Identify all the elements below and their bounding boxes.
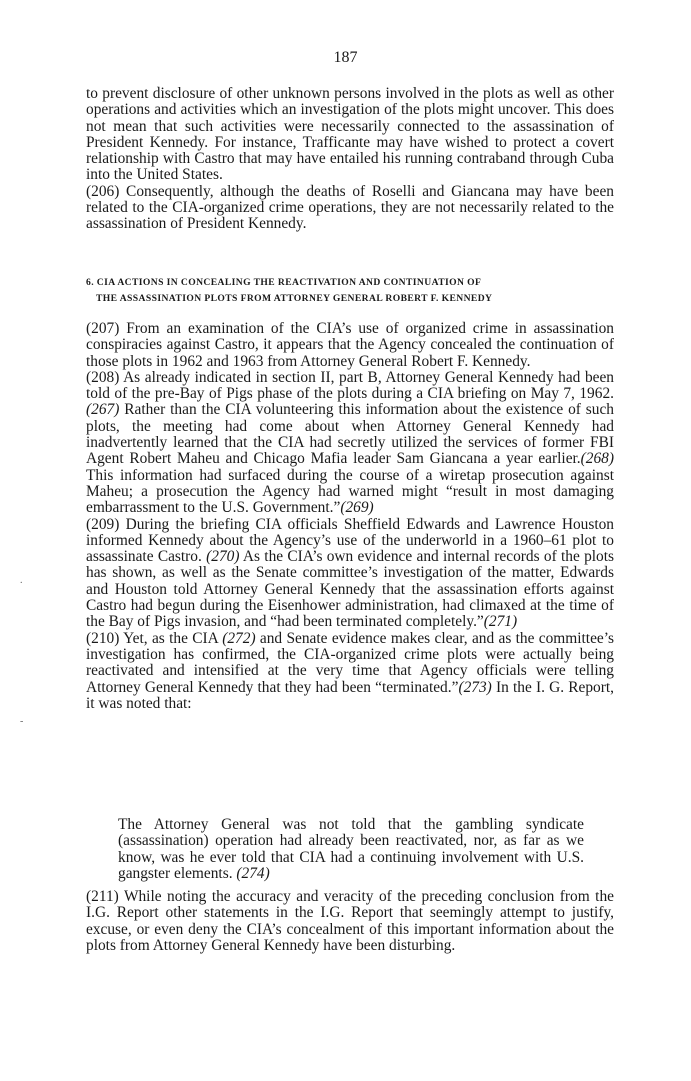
paragraph-208-text-3: This information had surfaced during the course of a wiretap prosecution against Maheu; a prosecution the Agency had warned might “result in most damaging embarrassment to the U.S. Government.” <box>86 466 614 517</box>
paragraph-209-text-2: As the CIA’s own evidence and internal records of the plots has shown, as well as the Senate committee’s investigation of the matter, Edwards and Houston told Attorney General Kennedy that the assassination efforts against Castro had begun during the Eisenhower administration, had climaxed at the time of the Bay of Pigs invasion, and “had been terminated completely.” <box>86 548 614 631</box>
margin-mark: - <box>20 716 24 727</box>
block-quote <box>118 817 584 882</box>
paragraph-210 <box>86 631 614 712</box>
footnote-ref-268: (268) <box>580 450 614 468</box>
margin-mark: . <box>20 575 23 586</box>
section-heading-line1: 6. CIA ACTIONS IN CONCEALING THE REACTIVATION AND CONTINUATION OF <box>86 277 482 288</box>
section-heading-line2: THE ASSASSINATION PLOTS FROM ATTORNEY GENERAL ROBERT F. KENNEDY <box>96 293 493 304</box>
paragraph-210-text-2: and Senate evidence makes clear, and as the committee’s investigation has confirmed, the CIA-organized crime plots were actually being reactivated and intensified at the very time that Agency officials were telling Attorney General Kennedy that they had been “terminated.” <box>86 629 615 696</box>
footnote-ref-274: (274) <box>236 864 270 882</box>
page-number: 187 <box>333 49 358 66</box>
paragraph-211: (211) While noting the accuracy and veracity of the preceding conclusion from the I.G. Report other statements in the I.G. Report that seemingly attempt to justify, excuse, or even deny the CIA’s concealment of this important information about the plots from Attorney General Kennedy have been disturbing. <box>86 888 614 954</box>
paragraph-209 <box>86 517 614 631</box>
footnote-ref-269: (269) <box>340 499 374 517</box>
body-text-top <box>86 86 614 233</box>
paragraph-206: (206) Consequently, although the deaths of Roselli and Giancana may have been related to the CIA-organized crime operations, they are not necessarily related to the assassination of President Kennedy. <box>86 182 614 233</box>
paragraph-210-text-3: In the I. G. Report, it was noted that: <box>86 678 614 712</box>
body-text-main <box>86 321 614 712</box>
footnote-ref-273: (273) <box>458 678 492 696</box>
paragraph-208-text-1: (208) As already indicated in section II, part B, Attorney General Kennedy had been told of the pre-Bay of Pigs phase of the plots during a CIA briefing on May 7, 1962. <box>86 368 614 403</box>
footnote-ref-272: (272) <box>222 629 256 647</box>
paragraph-210-text-1: (210) Yet, as the CIA <box>86 629 223 647</box>
footnote-ref-267: (267) <box>86 401 120 419</box>
footnote-ref-271: (271) <box>483 613 518 631</box>
section-heading <box>86 275 614 307</box>
paragraph-207: (207) From an examination of the CIA’s use of organized crime in assassination conspiracies against Castro, it appears that the Agency concealed the continuation of those plots in 1962 and 1963 from Attorney General Robert F. Kennedy. <box>86 320 614 370</box>
footnote-ref-270: (270) <box>206 548 240 566</box>
paragraph-208-text-2: Rather than the CIA volunteering this information about the existence of such plots, the meeting had come about when Attorney General Kennedy had inadvertently learned that the CIA had secretly utilized the services of former FBI Agent Robert Maheu and Chicago Mafia leader Sam Giancana a year earlier. <box>86 401 614 468</box>
block-quote-text: The Attorney General was not told that the gambling syndicate (assassination) operation had already been reactivated, nor, as far as we know, was he ever told that CIA had a continuing involvement with U.S. gangster elements. <box>118 816 584 882</box>
paragraph-intro: to prevent disclosure of other unknown persons involved in the plots as well as other operations and activities which an investigation of the plots might uncover. This does not mean that such activities were necessarily connected to the assassination of President Kennedy. For instance, Trafficante may have wished to protect a covert relationship with Castro that may have entailed his running contraband through Cuba into the United States. <box>86 85 614 184</box>
paragraph-209-text-1: (209) During the briefing CIA officials Sheffield Edwards and Lawrence Houston informed Kennedy about the Agency’s use of the underworld in a 1960–61 plot to assassinate Castro. <box>86 515 614 566</box>
paragraph-208 <box>86 370 614 517</box>
body-text-bottom <box>86 889 614 954</box>
